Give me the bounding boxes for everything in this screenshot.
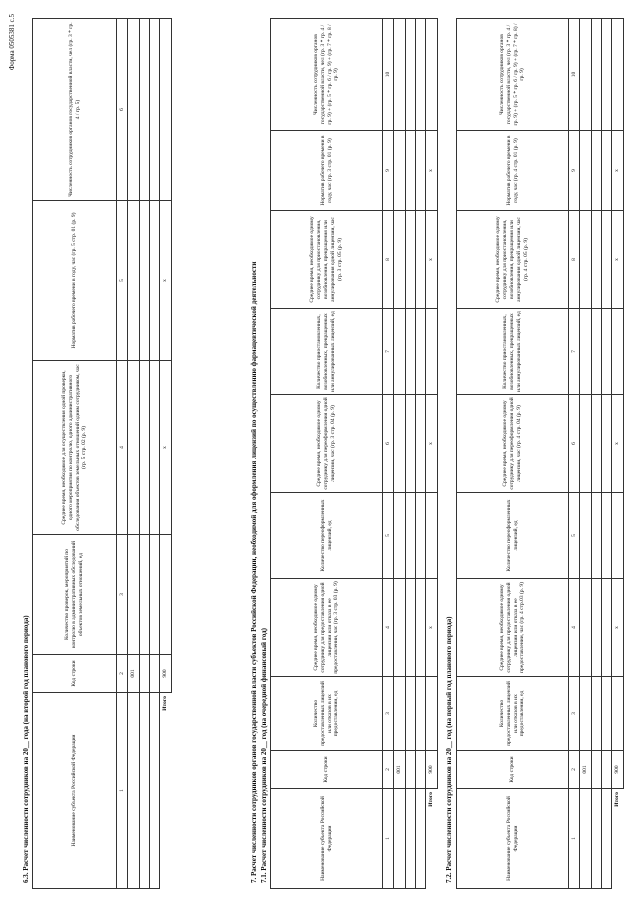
table-row: 001: [394, 19, 406, 889]
table-row: [150, 19, 160, 889]
table-7-1: [270, 18, 438, 889]
col-subject: Наименование субъекта Российской Федерации: [33, 693, 117, 889]
col-norm-time: Норматив рабочего времени в году, час (гр. 5 стр. 01 (р. 9): [33, 201, 117, 361]
table-7-1-header: Наименование субъекта Российской Федерации Код строки Количество предоставленных лицензий или отказов в их предоставлении, ед Среднее время, необходимое одному сотруднику для предоставления одной лицензии или отказа в ее предоставлении, час (гр. 3 стр. 03 (р. 9) Количество переоформленных лицензий, ед Среднее время, необходимое одному сотруднику для переоформления одной лицензии, час (гр. 3 стр. 04 (р. 9) Количество приостановленных, возобновленных, прекращенных или аннулированных лицензий, ед Среднее время, необходимое одному сотруднику для приостановления, возобновления, прекращения или аннулирования одной лицензии, час (гр. 3 стр. 05 (р. 9) Норматив рабочего времени в году, час (гр. 3 стр. 01 (р. 9) Численность сотрудников органов государственной власти, чел (гр. 3 * гр. 4 / гр. 9) + (гр. 5 * гр. 6 / гр. 9) + (гр. 7 * гр. 8 / гр. 9): [271, 19, 383, 889]
total-label: Итого: [162, 696, 169, 711]
table-7-1-col-numbers: 1 2 3 4 5 6 7 8 9 10: [383, 19, 394, 889]
section-7-heading: 7. Расчет численности сотрудников органов государственной власти субъектов Российской Федерации, необходимой для оформления лицензий по осуществлению фармацевтической деятельности: [250, 261, 258, 883]
section-7-1-heading: 7.1. Расчет численности сотрудников на 20__ год (на очередной финансовый год): [260, 627, 268, 883]
total-row: Итого 900 x x x x: [612, 19, 624, 889]
table-7-2: [456, 18, 624, 889]
table-row: [140, 19, 150, 889]
table-6-3-col-numbers: 1 2 3 4 5 6: [117, 19, 128, 889]
table-6-3: [32, 18, 172, 889]
total-row: Итого 900 x x: [160, 19, 172, 889]
table-7-2-col-numbers: 1 2 3 4 5 6 7 8 9 10: [569, 19, 580, 889]
table-row: [602, 19, 612, 889]
section-6-3-heading: 6.3. Расчет численности сотрудников на 20__ года (на второй год планового периода): [22, 615, 30, 883]
table-7-2-header: Наименование субъекта Российской Федерации Код строки Количество предоставленных лицензий или отказов в их предоставлении, ед Среднее время, необходимое одному сотруднику для предоставления одной лицензии или отказа в ее предоставлении, час (гр. 4 стр.03 (р. 9) Количество переоформленных лицензий, ед Среднее время, необходимое одному сотруднику для переоформления одной лицензии, час (гр. 4 стр. 04 (р. 9) Количество приостановленных, возобновленных, прекращенных или аннулированных лицензий, ед Среднее время, необходимое одному сотруднику для приостановления, возобновления, прекращения или аннулирования одной лицензии, час (гр. 4 стр. 05 (р. 9) Норматив рабочего времени в году, час (гр. 4 стр. 01 (р. 9) Численность сотрудников органов государственной власти, чел (гр. 3 * гр. 4 / гр. 9) + (гр. 5 * гр. 6 / гр. 9) + (гр. 7 * гр. 8) / гр. 9): [457, 19, 569, 889]
col-code: Код строки: [33, 655, 117, 693]
col-staff-count: Численность сотрудников органов государственной власти, чел (гр. 3 * гр. 4 / гр. 5): [33, 19, 117, 201]
table-6-3-header: [33, 19, 117, 889]
total-row: Итого 900 x x x x: [426, 19, 438, 889]
form-code: Форма 0505381 с.5: [8, 14, 16, 71]
table-row: [406, 19, 416, 889]
col-avg-time: Среднее время, необходимое для осуществления одной проверки, одного мероприятия по контролю, одного административного обследования объектов земельных отношений одним сотрудником, час (гр. 5 стр. 02 (р. 9): [33, 361, 117, 535]
table-row: [416, 19, 426, 889]
table-row: 001: [128, 19, 140, 889]
table-row: [592, 19, 602, 889]
table-row: 001: [580, 19, 592, 889]
section-7-2-heading: 7.2. Расчет численности сотрудников на 20__ год (на первый год планового периода): [445, 616, 453, 883]
col-inspections: Количество проверок, мероприятий по контролю в административных обследований объектов земельных отношений, ед: [33, 535, 117, 655]
